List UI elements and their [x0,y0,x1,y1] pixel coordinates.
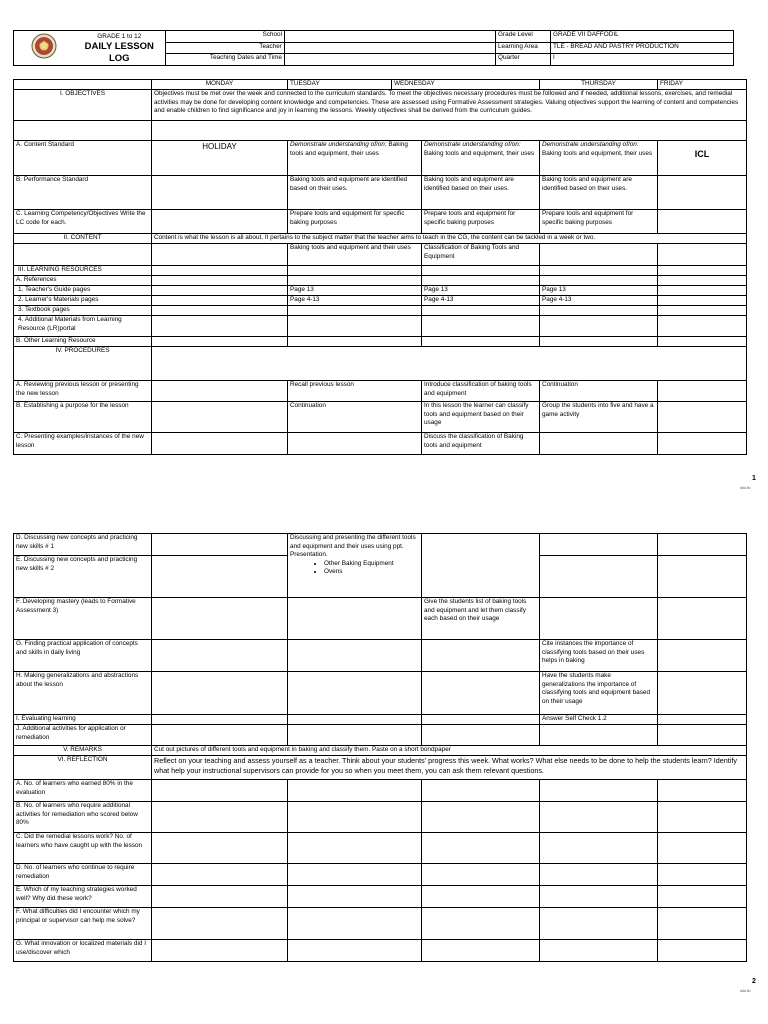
procedure-a-wednesday: Introduce classification of baking tools and equipment [422,381,540,402]
procedure-d-label: D. Discussing new concepts and practicing new skills # 1 [14,534,152,556]
procedure-b-thursday: Group the students into five and have a game activity [540,402,658,433]
content-standard-wednesday [422,141,540,176]
objectives-blank[interactable] [152,121,747,141]
procedure-f-label: F. Developing mastery (leads to Formative Assessment 3) [14,598,152,640]
procedure-b-tuesday: Continuation [288,402,422,433]
competency-tuesday: Prepare tools and equipment for specific baking purposes [288,210,422,234]
content-standard-lead: Demonstrate understanding of/on: [290,141,387,148]
friday-icl: ICL [658,141,747,176]
grade-range: GRADE 1 to 12 [97,33,142,40]
grade-level-value[interactable]: GRADE VII DAFFODIL [551,31,734,43]
page-number-1: 1 [752,475,756,482]
reflection-e-label: E. Which of my teaching strategies worked well? Why did these work? [14,886,152,908]
content-standard-lead: Demonstrate understanding of/on: [424,141,521,148]
procedure-de-tuesday [288,534,422,598]
performance-standard-thursday: Baking tools and equipment are identified based on their uses. [540,176,658,210]
content-heading: II. CONTENT [14,234,152,244]
content-standard-label: A. Content Standard [14,141,152,176]
lm-tuesday: Page 4-13 [288,296,422,306]
procedure-de-bullets [290,560,419,577]
procedure-j-label: J. Additional activities for application or remediation [14,725,152,746]
procedure-c-label: C. Presenting examples/instances of the new lesson [14,433,152,455]
reflection-e-input[interactable] [152,886,288,908]
objectives-text: Objectives must be met over the week and connected to the curriculum standards. To meet the objectives necessary procedures must be followed and if needed, additional lessons, exercises, and remedial activities may be done for developing content knowledge and competencies. These are assessed using Formative Assessment strategies. Valuing objectives support the learning of content and competencies and enable children to find significance and joy in learning the lessons. Weekly objectives shall be derived from the curriculum guides. [152,90,747,121]
watermark-2: ddd.ifo [740,989,751,993]
content-standard-text: Baking tools and equipment, their uses [542,149,653,157]
reflection-d-input[interactable] [152,864,288,886]
school-value[interactable] [285,31,496,43]
procedure-de-text: Discussing and presenting the different tools and equipment and their uses using ppt. Presentation. [290,534,416,559]
references-label: A. References [14,276,152,286]
content-standard-text: Baking tools and equipment, their uses [424,149,535,157]
textbook-label: 3. Textbook pages [14,306,152,316]
procedure-a-thursday: Continuation [540,381,658,402]
content-standard-tuesday [288,141,422,176]
lesson-table-page2 [13,533,747,962]
grade-level-label: Grade Level [496,31,551,43]
procedure-h-label: H. Making generalizations and abstractions about the lesson [14,672,152,715]
quarter-label: Quarter [496,54,551,66]
procedure-a-tuesday: Recall previous lesson [288,381,422,402]
school-label: School [166,31,285,43]
content-standard-thursday [540,141,658,176]
watermark-1: ddd.ifo [740,486,751,490]
deped-seal-cell [14,31,74,66]
reflection-text: Reflect on your teaching and assess yourself as a teacher. Think about your students' progress this week. What works? What else needs to be done to help the students learn? Identify what help your instructional supervisors can provide for you so when you meet them, you can ask them relevant questions. [152,756,747,780]
reflection-f-label: F. What difficulties did I encounter which my principal or supervisor can help me solve? [14,908,152,940]
page-number-2: 2 [752,978,756,985]
day-header-tuesday: TUESDAY [288,80,392,90]
day-header-monday: MONDAY [152,80,288,90]
competency-wednesday: Prepare tools and equipment for specific baking purposes [422,210,540,234]
content-text: Content is what the lesson is all about. It pertains to the subject matter that the teacher aims to teach in the CG, the content can be tackled in a week or two. [152,234,747,244]
teacher-label: Teacher [166,42,285,54]
procedure-i-thursday: Answer Self Check 1.2 [540,715,658,725]
quarter-value[interactable]: I [551,54,734,66]
tg-thursday: Page 13 [540,286,658,296]
performance-standard-wednesday: Baking tools and equipment are identified based on their uses. [422,176,540,210]
content-standard-lead: Demonstrate understanding of/on: [542,141,639,148]
procedure-b-wednesday: In this lesson the learner can classify tools and equipment based on their usage [422,402,540,433]
reflection-b-input[interactable] [152,802,288,833]
reflection-c-label: C. Did the remedial lessons work? No. of learners who have caught up with the lesson [14,833,152,864]
document-title: DAILY LESSON LOG [84,41,154,64]
objectives-heading: I. OBJECTIVES [14,90,152,121]
content-standard-text: Baking tools and equipment, their uses [290,141,408,157]
teacher-value[interactable] [285,42,496,54]
reflection-g-label: G. What innovation or localized materials did I use/discover which [14,940,152,962]
remarks-heading: V. REMARKS [14,746,152,756]
learning-area-label: Learning Area [496,42,551,54]
procedure-g-thursday: Cite instances the importance of classifying tools based on their uses helps in baking [540,640,658,672]
reflection-a-label: A. No. of learners who earned 80% in the evaluation [14,780,152,802]
monday-holiday: HOLIDAY [152,141,288,176]
competency-label: C. Learning Competency/Objectives Write the LC code for each. [14,210,152,234]
tg-tuesday: Page 13 [288,286,422,296]
content-tuesday: Baking tools and equipment and their uses [288,244,422,266]
teachers-guide-label: 1. Teacher's Guide pages [14,286,152,296]
dates-value[interactable] [285,54,496,66]
procedure-b-label: B. Establishing a purpose for the lesson [14,402,152,433]
learners-materials-label: 2. Learner's Materials pages [14,296,152,306]
competency-thursday: Prepare tools and equipment for specific baking purposes [540,210,658,234]
procedure-i-label: I. Evaluating learning [14,715,152,725]
reflection-b-label: B. No. of learners who require additional activities for remediation who scored below 80% [14,802,152,833]
remarks-text: Cut out pictures of different tools and equipment in baking and classify them. Paste on a short bondpaper [152,746,747,756]
lm-thursday: Page 4-13 [540,296,658,306]
deped-seal-icon [31,33,57,59]
content-wednesday: Classification of Baking Tools and Equipment [422,244,540,266]
procedure-f-wednesday: Give the students list of baking tools and equipment and let them classify each based on their usage [422,598,540,640]
learning-area-value[interactable]: TLE - BREAD AND PASTRY PRODUCTION [551,42,734,54]
reflection-d-label: D. No. of learners who continue to require remediation [14,864,152,886]
learning-resources-heading: III. LEARNING RESOURCES [14,266,152,276]
performance-standard-tuesday: Baking tools and equipment are identified based on their uses. [288,176,422,210]
lesson-table-page1 [13,79,747,455]
bullet-other-baking-equipment: • Other Baking Equipment [324,560,419,569]
other-resource-label: B. Other Learning Resource [14,337,152,347]
reflection-heading: VI. REFLECTION [14,756,152,780]
reflection-g-input[interactable] [152,940,288,962]
procedure-e-label: E. Discussing new concepts and practicing new skills # 2 [14,556,152,598]
day-header-friday: FRIDAY [658,80,747,90]
day-header-thursday: THURSDAY [540,80,658,90]
procedure-c-wednesday: Discuss the classification of Baking tools and equipment [422,433,540,455]
reflection-f-input[interactable] [152,908,288,940]
bullet-ovens: • Ovens [324,568,419,577]
reflection-a-input[interactable] [152,780,288,802]
procedure-h-thursday: Have the students make generalizations the importance of classifying tools and equipment based on their usage [540,672,658,715]
lm-wednesday: Page 4-13 [422,296,540,306]
day-header-wednesday: WEDNESDAY [392,80,540,90]
tg-wednesday: Page 13 [422,286,540,296]
header-table [13,30,734,66]
performance-standard-label: B. Performance Standard [14,176,152,210]
reflection-c-input[interactable] [152,833,288,864]
procedure-a-label: A. Reviewing previous lesson or presenting the new lesson [14,381,152,402]
procedures-heading: IV. PROCEDURES [14,347,152,381]
procedure-g-label: G. Finding practical application of concepts and skills in daily living [14,640,152,672]
dates-label: Teaching Dates and Time [166,54,285,66]
lr-portal-label: 4. Additional Materials from Learning Resource (LR)portal [14,316,152,337]
